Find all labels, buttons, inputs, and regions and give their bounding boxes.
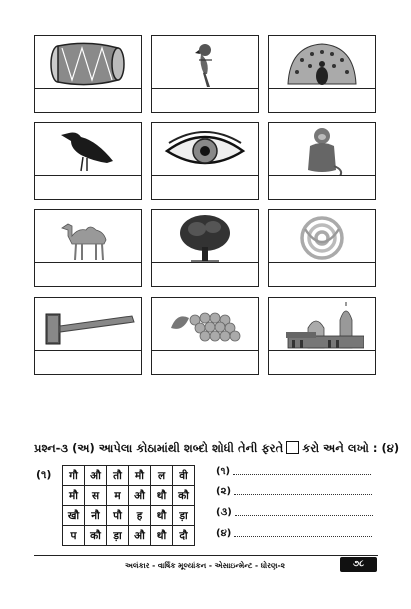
grid-cell[interactable]: तौ — [107, 466, 129, 486]
grid-cell[interactable]: दौ — [173, 526, 195, 546]
picture-card-temple — [268, 297, 376, 375]
question-part: (અ) — [72, 441, 95, 455]
picture-card-tree — [151, 209, 259, 287]
word-search-grid — [62, 465, 195, 546]
grid-cell[interactable]: पौ — [107, 506, 129, 526]
question-text: આપેલા કોઠામાંથી શબ્દો શોધી તેની ફરતે — [98, 441, 284, 455]
picture-card-monkey — [268, 122, 376, 200]
grid-row — [63, 526, 195, 546]
camel-icon — [35, 210, 141, 265]
picture-card-drum — [34, 35, 142, 113]
answer-box[interactable] — [35, 350, 141, 374]
grid-cell[interactable]: औ — [129, 486, 151, 506]
picture-card-camel — [34, 209, 142, 287]
picture-card-eye — [151, 122, 259, 200]
grid-row — [63, 506, 195, 526]
answer-box[interactable] — [152, 175, 258, 199]
picture-card-grapes — [151, 297, 259, 375]
jalebi-icon — [269, 210, 375, 265]
question-3-heading — [34, 441, 400, 456]
answer-box[interactable] — [269, 88, 375, 112]
grid-cell[interactable]: थौ — [151, 486, 173, 506]
tree-icon — [152, 210, 258, 265]
question-text-2: કરો અને લખો : — [302, 441, 378, 455]
grid-cell[interactable]: ह — [129, 506, 151, 526]
answer-box[interactable] — [269, 350, 375, 374]
picture-card-crow — [34, 122, 142, 200]
picture-card-peacock — [268, 35, 376, 113]
answer-label: (૪) — [216, 528, 232, 539]
picture-card-parrot — [151, 35, 259, 113]
question-number: પ્રશ્ન-૩ — [34, 441, 69, 455]
grid-cell[interactable]: स — [85, 486, 107, 506]
answer-box[interactable] — [269, 262, 375, 286]
parrot-icon — [152, 36, 258, 91]
answer-line-4[interactable] — [216, 528, 376, 539]
grid-cell[interactable]: कौ — [173, 486, 195, 506]
grid-row — [63, 486, 195, 506]
picture-card-jalebi — [268, 209, 376, 287]
grid-cell[interactable]: औ — [85, 466, 107, 486]
answer-box[interactable] — [152, 88, 258, 112]
temple-icon — [269, 298, 375, 353]
answer-box[interactable] — [35, 88, 141, 112]
eye-icon — [152, 123, 258, 178]
answer-box[interactable] — [35, 175, 141, 199]
grid-cell[interactable]: कौ — [85, 526, 107, 546]
square-box-icon — [286, 441, 299, 454]
hammer-icon — [35, 298, 141, 353]
page-number: ૭૮ — [340, 557, 377, 572]
grapes-icon — [152, 298, 258, 353]
grid-cell[interactable]: खौ — [63, 506, 85, 526]
question-marks: (૪) — [381, 441, 400, 455]
grid-cell[interactable]: नौ — [85, 506, 107, 526]
answer-label: (૨) — [216, 486, 232, 497]
grid-cell[interactable]: ल — [151, 466, 173, 486]
drum-icon — [35, 36, 141, 91]
sub-question-number: (૧) — [36, 468, 52, 481]
peacock-icon — [269, 36, 375, 91]
answer-box[interactable] — [269, 175, 375, 199]
grid-cell[interactable]: ड़ा — [107, 526, 129, 546]
grid-cell[interactable]: वी — [173, 466, 195, 486]
answer-box[interactable] — [152, 262, 258, 286]
grid-row — [63, 466, 195, 486]
footer-divider — [34, 555, 378, 556]
crow-icon — [35, 123, 141, 178]
footer-text: અલંકાર - વાર્ષિક મૂલ્યાંકન - એસાઇન્મેન્ટ - ધોરણ-૨ — [124, 561, 286, 570]
answer-box[interactable] — [35, 262, 141, 286]
answer-box[interactable] — [152, 350, 258, 374]
answer-line-2[interactable] — [216, 486, 376, 497]
grid-cell[interactable]: म — [107, 486, 129, 506]
answer-line-3[interactable] — [216, 507, 376, 518]
grid-cell[interactable]: गौ — [63, 466, 85, 486]
answer-label: (૩) — [216, 507, 232, 518]
monkey-icon — [269, 123, 375, 178]
grid-cell[interactable]: थौ — [151, 506, 173, 526]
grid-cell[interactable]: मौ — [63, 486, 85, 506]
grid-cell[interactable]: मौ — [129, 466, 151, 486]
picture-card-hammer — [34, 297, 142, 375]
answer-label: (૧) — [216, 466, 231, 477]
answer-line-1[interactable] — [216, 466, 376, 477]
grid-cell[interactable]: औ — [129, 526, 151, 546]
grid-cell[interactable]: ड़ा — [173, 506, 195, 526]
grid-cell[interactable]: थौ — [151, 526, 173, 546]
grid-cell[interactable]: प — [63, 526, 85, 546]
